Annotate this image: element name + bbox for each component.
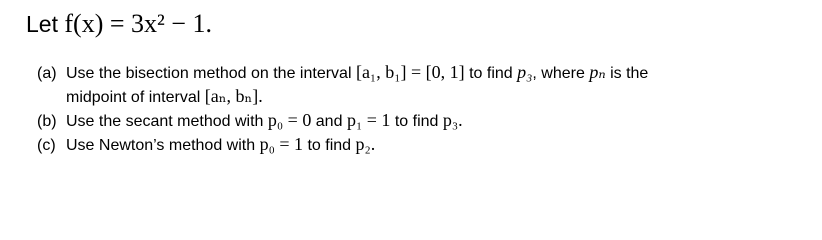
part-a-text-2: to find (469, 65, 513, 82)
problem-parts (37, 61, 648, 157)
part-a (37, 61, 648, 85)
part-c-p0: p₀ = 1 (259, 134, 304, 154)
part-b-p1: p₁ = 1 (346, 110, 391, 130)
part-a-target: p₃ (517, 62, 533, 82)
part-b-text-1: Use the secant method with (66, 113, 264, 130)
part-a-continued (37, 85, 648, 109)
part-c (37, 133, 648, 157)
part-a-pn: pₙ (589, 62, 606, 82)
part-a-interval-n: [aₙ, bₙ]. (204, 86, 263, 106)
part-b-text-2: and (315, 113, 343, 130)
part-a-text-5: midpoint of interval (66, 89, 201, 106)
part-c-target: p₂. (355, 134, 376, 154)
part-a-label: (a) (37, 65, 57, 82)
part-c-text (66, 133, 375, 157)
part-c-text-2: to find (307, 137, 352, 154)
part-a-text-continued (37, 85, 263, 109)
part-a-text-4: is the (610, 65, 649, 82)
part-b (37, 109, 648, 133)
part-b-text (66, 109, 463, 133)
part-a-text-3: , where (532, 65, 585, 82)
statement-intro: Let (26, 11, 58, 37)
part-b-p0: p₀ = 0 (267, 110, 312, 130)
problem-statement (26, 8, 212, 40)
function-definition: f(x) = 3x² − 1. (64, 9, 212, 38)
part-b-text-3: to find (394, 113, 439, 130)
part-a-interval: [a₁, b₁] = [0, 1] (355, 62, 465, 82)
part-c-text-1: Use Newton’s method with (66, 137, 256, 154)
part-c-label: (c) (37, 137, 56, 154)
part-b-target: p₃. (442, 110, 463, 130)
part-a-text-1: Use the bisection method on the interval (66, 65, 352, 82)
part-a-text (66, 61, 648, 85)
part-b-label: (b) (37, 113, 57, 130)
